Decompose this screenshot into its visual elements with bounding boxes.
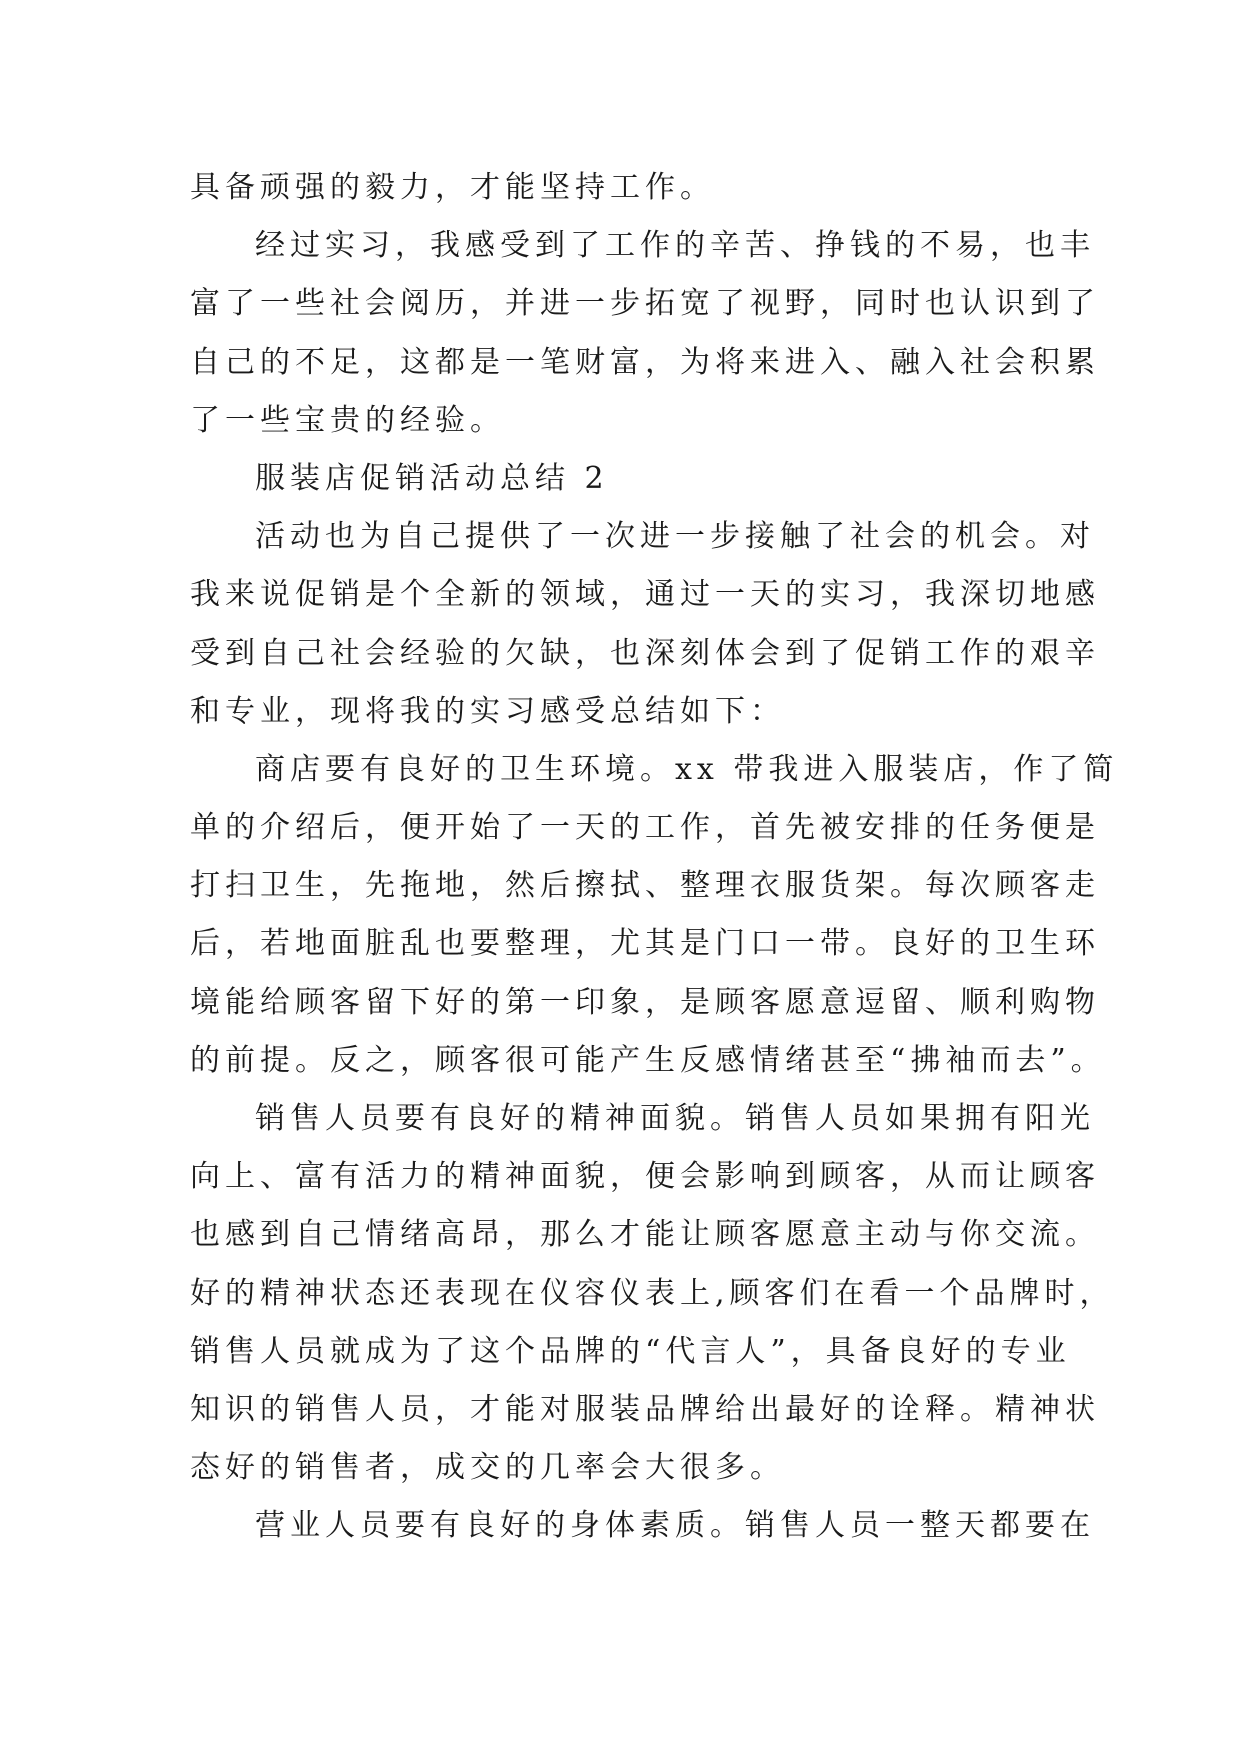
text-line: 单的介绍后，便开始了一天的工作，首先被安排的任务便是 bbox=[190, 810, 1100, 846]
text-line: 了一些宝贵的经验。 bbox=[190, 402, 505, 438]
section-heading: 服装店促销活动总结 2 bbox=[255, 460, 609, 496]
text-line: 受到自己社会经验的欠缺，也深刻体会到了促销工作的艰辛 bbox=[190, 635, 1100, 671]
text-line: 的前提。反之，顾客很可能产生反感情绪甚至“拂袖而去”。 bbox=[190, 1042, 1106, 1078]
paragraph-start-line: 商店要有良好的卫生环境。xx 带我进入服装店，作了简 bbox=[255, 751, 1119, 787]
text-line: 好的精神状态还表现在仪容仪表上,顾客们在看一个品牌时， bbox=[190, 1275, 1115, 1311]
text-line: 知识的销售人员，才能对服装品牌给出最好的诠释。精神状 bbox=[190, 1391, 1100, 1427]
text-line: 销售人员就成为了这个品牌的“代言人”，具备良好的专业 bbox=[190, 1333, 1071, 1369]
paragraph-start-line: 活动也为自己提供了一次进一步接触了社会的机会。对 bbox=[255, 519, 1095, 555]
text-line: 具备顽强的毅力，才能坚持工作。 bbox=[190, 170, 715, 205]
text-line: 富了一些社会阅历，并进一步拓宽了视野，同时也认识到了 bbox=[190, 286, 1100, 322]
paragraph-start-line: 经过实习，我感受到了工作的辛苦、挣钱的不易，也丰 bbox=[255, 228, 1095, 264]
body-text bbox=[190, 159, 1119, 1556]
text-line: 后，若地面脏乱也要整理，尤其是门口一带。良好的卫生环 bbox=[190, 926, 1100, 962]
text-line: 也感到自己情绪高昂，那么才能让顾客愿意主动与你交流。 bbox=[190, 1217, 1100, 1253]
text-line: 打扫卫生，先拖地，然后擦拭、整理衣服货架。每次顾客走 bbox=[190, 868, 1100, 904]
text-line: 境能给顾客留下好的第一印象，是顾客愿意逗留、顺利购物 bbox=[190, 984, 1100, 1020]
text-line: 我来说促销是个全新的领域，通过一天的实习，我深切地感 bbox=[190, 577, 1100, 613]
paragraph-start-line: 营业人员要有良好的身体素质。销售人员一整天都要在 bbox=[255, 1508, 1095, 1544]
text-line: 自己的不足，这都是一笔财富，为将来进入、融入社会积累 bbox=[190, 344, 1100, 380]
text-line: 和专业，现将我的实习感受总结如下： bbox=[190, 693, 785, 729]
text-line: 向上、富有活力的精神面貌，便会影响到顾客，从而让顾客 bbox=[190, 1159, 1100, 1195]
text-line: 态好的销售者，成交的几率会大很多。 bbox=[190, 1450, 785, 1486]
paragraph-start-line: 销售人员要有良好的精神面貌。销售人员如果拥有阳光 bbox=[255, 1101, 1095, 1136]
